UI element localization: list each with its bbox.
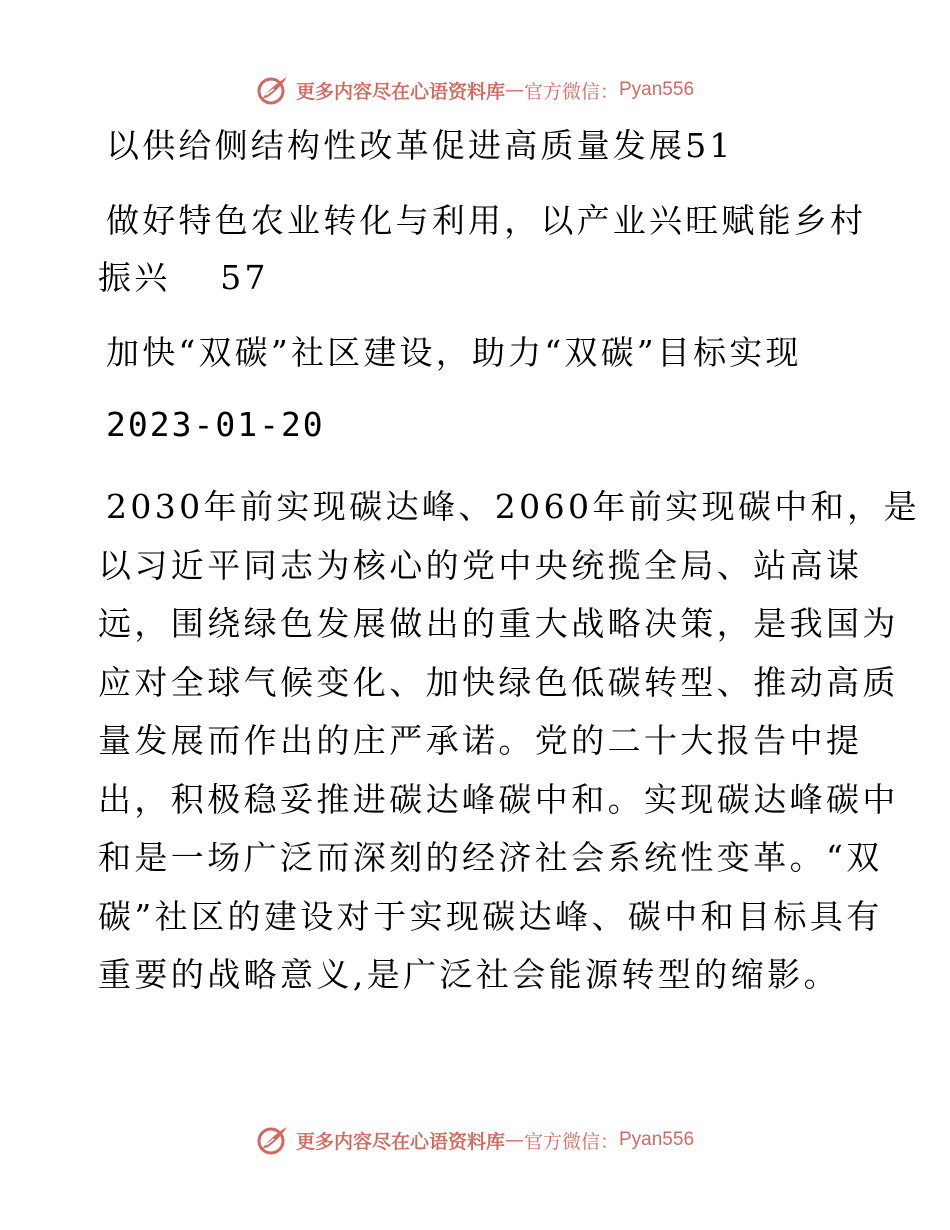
watermark-dash: —	[504, 79, 524, 101]
toc-item-1: 以供给侧结构性改革促进高质量发展51	[106, 126, 734, 165]
feather-logo-icon	[256, 1123, 290, 1157]
watermark-wechat-id: Pyan556	[619, 79, 695, 100]
article-date: 2023-01-20	[106, 405, 325, 444]
watermark-dash: —	[504, 1129, 524, 1151]
body-row: 和是一场广泛而深刻的经济社会系统性变革。“双	[98, 838, 883, 877]
toc-item-2-line-1: 做好特色农业转化与利用，以产业兴旺赋能乡村	[106, 201, 867, 240]
body-row: 重要的战略意义,是广泛社会能源转型的缩影。	[98, 955, 840, 994]
feather-logo-icon	[256, 73, 290, 107]
body-row: 量发展而作出的庄严承诺。党的二十大报告中提	[98, 721, 863, 760]
body-row: 远，围绕绿色发展做出的重大战略决策，是我国为	[98, 604, 899, 643]
watermark-main-text: 更多内容尽在心语资料库	[295, 1130, 505, 1153]
watermark-sub-text: 官方微信：	[523, 1130, 619, 1153]
watermark-main-text: 更多内容尽在心语资料库	[295, 80, 505, 103]
watermark-sub-text: 官方微信：	[523, 80, 619, 103]
watermark-wechat-id: Pyan556	[619, 1129, 695, 1150]
body-row: 2030年前实现碳达峰、2060年前实现碳中和，是	[106, 487, 920, 526]
body-row: 碳”社区的建设对于实现碳达峰、碳中和目标具有	[98, 896, 883, 936]
article-body	[98, 478, 920, 1005]
watermark-header	[0, 70, 950, 110]
watermark-footer	[0, 1120, 950, 1160]
body-row: 以习近平同志为核心的党中央统揽全局、站高谋	[98, 545, 863, 585]
article-title: 加快“双碳”社区建设，助力“双碳”目标实现	[106, 333, 802, 372]
toc-item-2-line-2: 振兴 57	[98, 258, 269, 297]
body-row: 出，积极稳妥推进碳达峰碳中和。实现碳达峰碳中	[98, 779, 899, 819]
body-row: 应对全球气候变化、加快绿色低碳转型、推动高质	[98, 662, 899, 702]
